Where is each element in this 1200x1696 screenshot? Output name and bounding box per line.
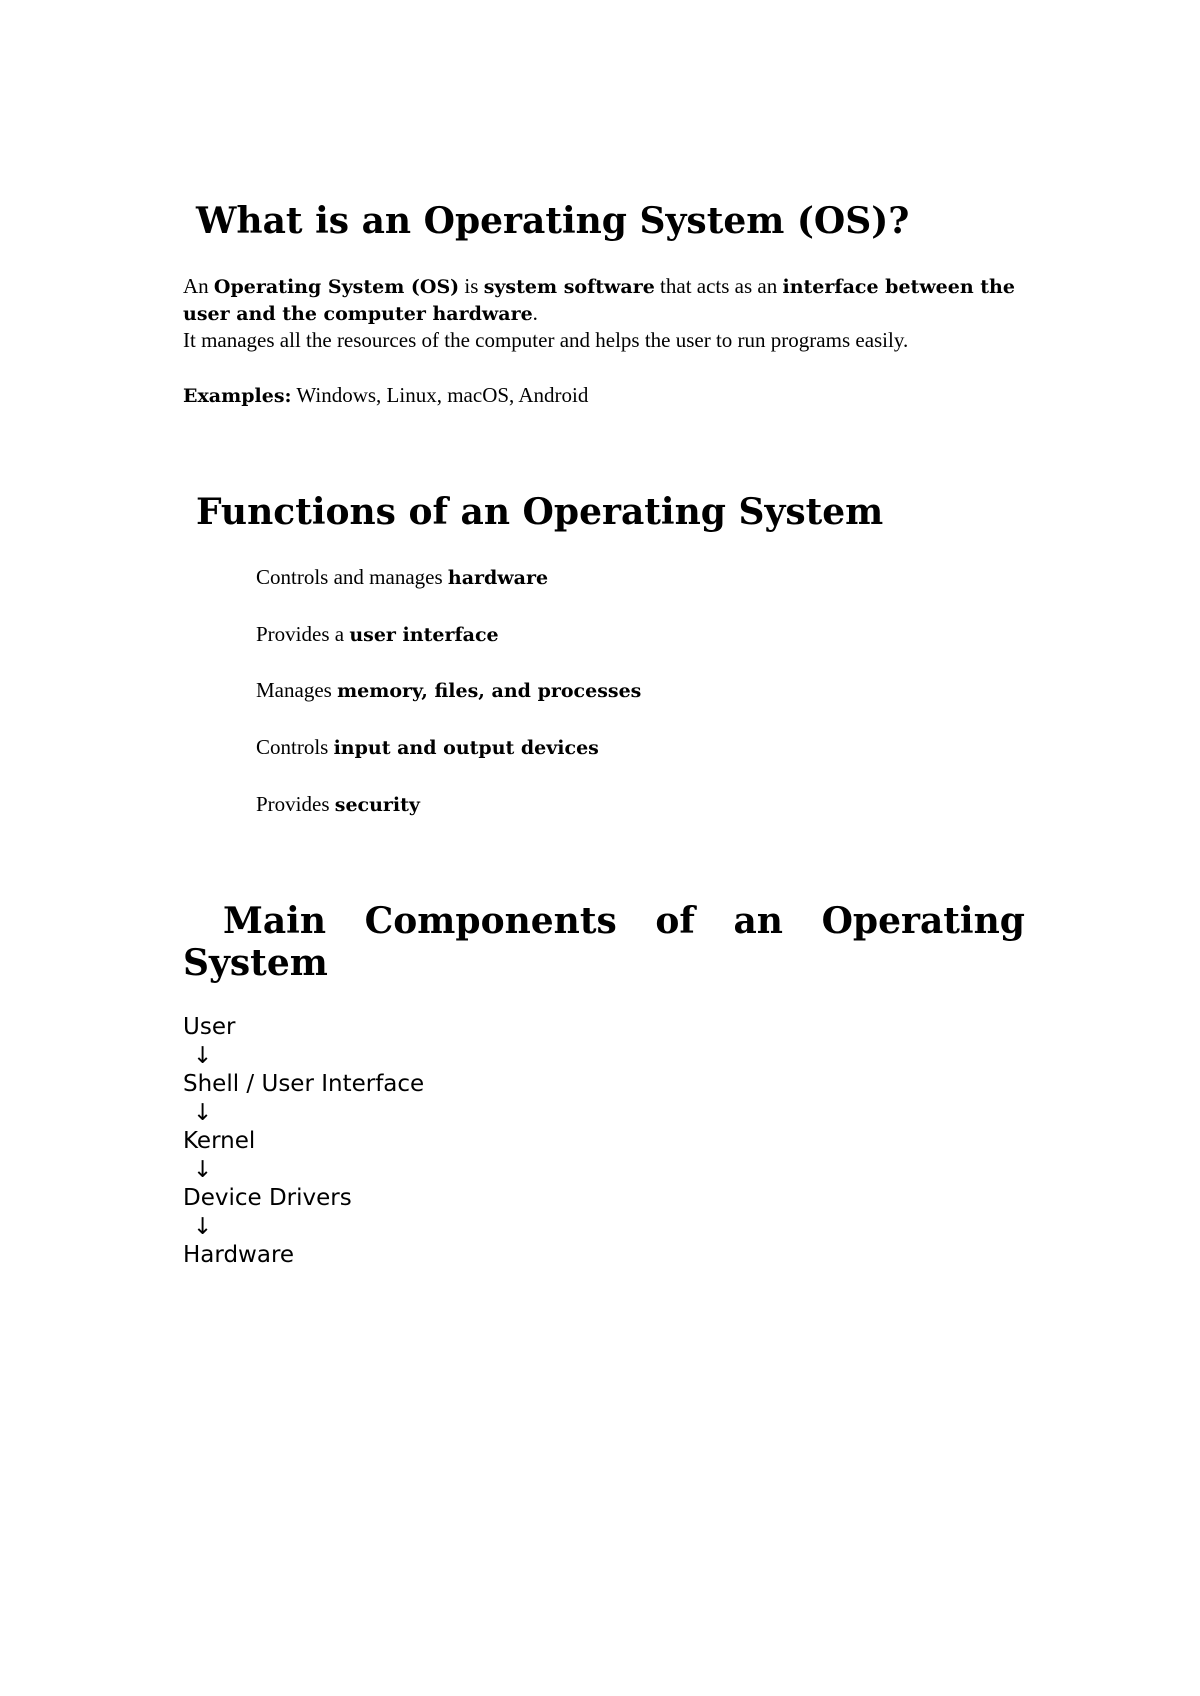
heading-main-components: Main Components of an Operating System bbox=[183, 900, 1025, 984]
arrow-down-icon: ↓ bbox=[193, 1213, 213, 1240]
function-item: Manages memory, files, and processes bbox=[256, 678, 642, 702]
heading-row: Main Components of an Operating bbox=[223, 900, 1025, 942]
layer-device-drivers: Device Drivers bbox=[183, 1185, 352, 1211]
layer-kernel: Kernel bbox=[183, 1128, 256, 1154]
layer-shell: Shell / User Interface bbox=[183, 1071, 425, 1097]
arrow-down-icon: ↓ bbox=[193, 1042, 213, 1069]
layer-user: User bbox=[183, 1014, 236, 1040]
function-item: Provides a user interface bbox=[256, 622, 499, 646]
definition-line-1: An Operating System (OS) is system software that acts as an interface between the bbox=[183, 274, 1015, 298]
os-layer-flow bbox=[183, 1013, 424, 1270]
definition-line-2: user and the computer hardware. bbox=[183, 301, 538, 325]
arrow-down-icon: ↓ bbox=[193, 1156, 213, 1183]
resources-sentence: It manages all the resources of the computer and helps the user to run programs easily. bbox=[183, 328, 909, 352]
function-item: Controls input and output devices bbox=[256, 735, 599, 759]
function-item: Controls and manages hardware bbox=[256, 565, 549, 589]
examples-line: Examples: Windows, Linux, macOS, Android bbox=[183, 383, 589, 407]
function-item: Provides security bbox=[256, 792, 420, 816]
heading-functions: Functions of an Operating System bbox=[196, 491, 884, 533]
heading-what-is-os: What is an Operating System (OS)? bbox=[196, 200, 910, 242]
layer-hardware: Hardware bbox=[183, 1242, 295, 1268]
arrow-down-icon: ↓ bbox=[193, 1099, 213, 1126]
